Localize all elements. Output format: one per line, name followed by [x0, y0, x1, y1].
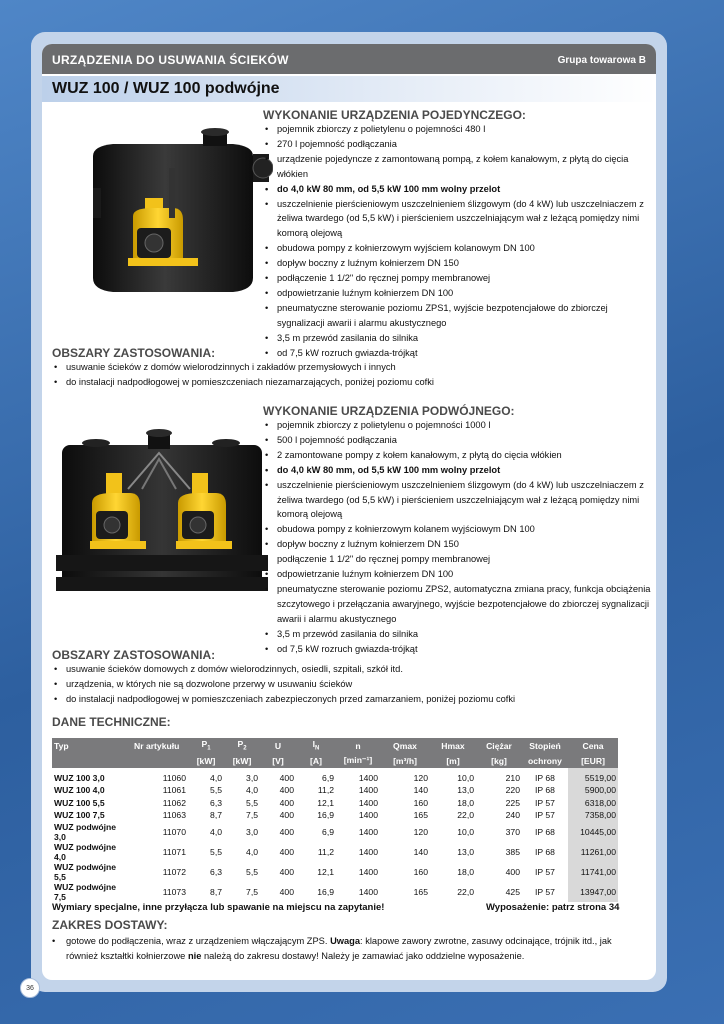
table-cell: IP 57 — [535, 797, 555, 808]
table-row — [52, 842, 618, 862]
catalog-page — [42, 44, 656, 980]
table-cell: IP 57 — [535, 886, 555, 897]
table-cell: 160 — [413, 797, 428, 808]
table-units-row — [52, 753, 618, 768]
table-header-row — [52, 738, 618, 753]
table-cell: 400 — [279, 826, 294, 837]
list-item: • do 4,0 kW 80 mm, od 5,5 kW 100 mm wolny przelot — [263, 182, 653, 197]
delivery-part: należą do zakresu dostawy! Należy je zamawiać jako oddzielne wyposażenie. — [201, 951, 525, 961]
table-cell: 6,3 — [210, 866, 222, 877]
table-cell: 1400 — [358, 797, 378, 808]
table-cell: 400 — [505, 866, 520, 877]
delivery-part: gotowe do podłączenia, wraz z urządzeniem włączającym ZPS. — [66, 936, 331, 946]
delivery-warning: Uwaga — [330, 936, 361, 946]
list-item: • pojemnik zbiorczy z polietylenu o pojemności 480 l — [263, 122, 653, 137]
unit-cell: [m] — [430, 753, 476, 768]
unit-cell: [EUR] — [568, 753, 618, 768]
unit-cell: [m³/h] — [380, 753, 430, 768]
table-cell: 4,0 — [210, 773, 222, 783]
category-header — [42, 44, 656, 74]
table-cell: 400 — [279, 797, 294, 808]
table-row — [52, 822, 618, 842]
single-unit-heading: WYKONANIE URZĄDZENIA POJEDYNCZEGO: — [263, 108, 526, 122]
delivery-heading: ZAKRES DOSTAWY: — [52, 918, 168, 932]
table-cell: 225 — [505, 797, 520, 808]
list-item: • urządzenie pojedyncze z zamontowaną pompą, z kołem kanałowym, z płytą do cięcia włókien — [263, 152, 653, 182]
list-item: • podłączenie 1 1/2" do ręcznej pompy membranowej — [263, 552, 653, 567]
table-cell: 120 — [413, 773, 428, 783]
table-cell: 11261,00 — [568, 842, 618, 862]
single-applications-heading: OBSZARY ZASTOSOWANIA: — [52, 346, 216, 360]
table-cell: 11741,00 — [568, 862, 618, 882]
bullet-icon: • — [52, 936, 56, 946]
col-n: n — [336, 738, 380, 753]
single-unit-specs — [263, 108, 653, 361]
list-item: • 2 zamontowane pompy z kołem kanałowym, z płytą do cięcia włókien — [263, 448, 653, 463]
double-unit-image — [56, 429, 270, 599]
table-cell: 400 — [279, 773, 294, 783]
table-cell: 400 — [279, 866, 294, 877]
table-cell: 12,1 — [317, 797, 334, 808]
table-row — [52, 882, 618, 902]
table-cell: 165 — [413, 810, 428, 821]
table-body — [52, 768, 618, 902]
list-item: • uszczelnienie pierścieniowym uszczelnieniem ślizgowym (do 4 kW) lub uszczelniaczem z żeliwa twardego (od 5,5 kW) i pierścieniem uszczelniającym wał z leżącą pomiędzy nimi komorą olejową — [263, 478, 653, 523]
delivery-part: : klapowe zawory zwrotne, zasuwy odcinające, trójnik itd., jak również kształtki kołnierzowe — [66, 936, 612, 961]
table-cell: 5,5 — [246, 797, 258, 808]
table-cell: 1400 — [358, 846, 378, 857]
list-item: • do instalacji nadpodłogowej w pomieszczeniach zabezpieczonych przed zamarzaniem, poniżej poziomu cofki — [52, 692, 642, 707]
list-item: • 500 l pojemność podłączania — [263, 433, 653, 448]
col-p1: $P_1$ — [188, 738, 224, 753]
single-applications-list — [52, 360, 642, 390]
table-cell: 400 — [279, 846, 294, 857]
table-cell: 370 — [505, 826, 520, 837]
table-cell: 11073 — [162, 886, 186, 897]
accessories-note: Wyposażenie: patrz strona 34 — [486, 902, 620, 913]
table-cell: 1400 — [358, 810, 378, 821]
double-applications — [52, 648, 642, 707]
col-p2: $P_2$ — [224, 738, 260, 753]
table-cell: 140 — [413, 846, 428, 857]
table-cell: 160 — [413, 866, 428, 877]
table-cell: 11070 — [162, 826, 186, 837]
list-item: • pneumatyczne sterowanie poziomu ZPS2, automatyczna zmiana pracy, funkcja obciążenia szczytowego i przełączania awaryjnego, wyjście bezpotencjałowe do zbiorczej sygnalizacji awarii i alarmu akustycznego — [263, 582, 653, 627]
table-cell: IP 68 — [535, 773, 555, 783]
table-cell: IP 57 — [535, 810, 555, 821]
list-item: • dopływ boczny z luźnym kołnierzem DN 150 — [263, 537, 653, 552]
list-item: • 3,5 m przewód zasilania do silnika — [263, 627, 653, 642]
double-unit-specs — [263, 404, 653, 657]
table-cell: 4,0 — [246, 846, 258, 857]
table-cell: 4,0 — [246, 785, 258, 796]
table-cell: 120 — [413, 826, 428, 837]
table-cell: WUZ 100 4,0 — [54, 785, 105, 796]
list-item: • pneumatyczne sterowanie poziomu ZPS1, wyjście bezpotencjałowe do zbiorczej sygnalizacji awarii i alarmu akustycznego — [263, 301, 653, 331]
table-cell: 1400 — [358, 773, 378, 783]
table-cell: 11072 — [162, 866, 186, 877]
table-cell: 22,0 — [457, 886, 474, 897]
table-cell: 16,9 — [317, 886, 334, 897]
unit-cell: [kg] — [476, 753, 522, 768]
table-row — [52, 809, 618, 822]
list-item: • 3,5 m przewód zasilania do silnika — [263, 331, 653, 346]
table-cell: WUZ podwójne 3,0 — [54, 821, 117, 842]
list-item: • dopływ boczny z luźnym kołnierzem DN 150 — [263, 256, 653, 271]
table-cell: 1400 — [358, 866, 378, 877]
table-cell: 4,0 — [210, 826, 222, 837]
table-cell: 140 — [413, 785, 428, 796]
list-item: • urządzenia, w których nie są dozwolone przerwy w usuwaniu ścieków — [52, 677, 642, 692]
list-item: • pojemnik zbiorczy z polietylenu o pojemności 1000 l — [263, 418, 653, 433]
double-unit-heading: WYKONANIE URZĄDZENIA PODWÓJNEGO: — [263, 404, 515, 418]
table-cell: 220 — [505, 785, 520, 796]
list-item: • usuwanie ścieków domowych z domów wielorodzinnych, osiedli, szpitali, szkół itd. — [52, 662, 642, 677]
table-cell: 22,0 — [457, 810, 474, 821]
table-cell: 6,9 — [322, 826, 334, 837]
delivery-text — [52, 934, 642, 964]
table-cell: 240 — [505, 810, 520, 821]
table-cell: IP 68 — [535, 826, 555, 837]
table-cell: 6318,00 — [568, 797, 618, 810]
list-item: • do instalacji nadpodłogowej w pomieszczeniach niezamarzających, poniżej poziomu cofki — [52, 375, 642, 390]
title-bar — [42, 76, 656, 102]
single-applications — [52, 346, 642, 390]
table-row — [52, 784, 618, 797]
special-request-note: Wymiary specjalne, inne przyłącza lub spawanie na miejscu na zapytanie! — [52, 902, 385, 913]
table-cell: 5519,00 — [568, 768, 618, 784]
table-cell: 18,0 — [457, 866, 474, 877]
page-number: 36 — [20, 978, 40, 998]
table-cell: 10,0 — [457, 773, 474, 783]
table-row — [52, 862, 618, 882]
table-cell: 210 — [505, 773, 520, 783]
list-item: • odpowietrzanie luźnym kołnierzem DN 100 — [263, 286, 653, 301]
table-cell: 12,1 — [317, 866, 334, 877]
technical-data-table — [52, 738, 618, 902]
table-cell: IP 68 — [535, 846, 555, 857]
table-cell: 1400 — [358, 886, 378, 897]
table-cell: IP 68 — [535, 785, 555, 796]
table-cell: 3,0 — [246, 773, 258, 783]
table-cell: WUZ 100 7,5 — [54, 810, 105, 821]
table-cell: 425 — [505, 886, 520, 897]
table-cell: 7358,00 — [568, 809, 618, 822]
table-cell: 5,5 — [246, 866, 258, 877]
table-cell: 11,2 — [317, 785, 334, 796]
unit-cell: ochrony — [522, 753, 568, 768]
single-unit-list — [263, 122, 653, 361]
list-item: • od 7,5 kW rozruch gwiazda-trójkąt — [263, 642, 653, 657]
table-cell: WUZ podwójne 5,5 — [54, 861, 117, 882]
list-item: • od 7,5 kW rozruch gwiazda-trójkąt — [263, 346, 653, 361]
delivery-emphasis: nie — [187, 951, 202, 961]
group-label: Grupa towarowa B — [557, 55, 646, 66]
page-title: WUZ 100 / WUZ 100 podwójne — [52, 80, 280, 97]
table-row — [52, 797, 618, 810]
col-u: U — [260, 738, 296, 753]
table-cell: 7,5 — [246, 810, 258, 821]
table-cell: 11062 — [162, 797, 186, 808]
col-in: $I_N$ — [296, 738, 336, 753]
table-cell: 1400 — [358, 785, 378, 796]
table-cell: 6,9 — [322, 773, 334, 783]
list-item: • usuwanie ścieków z domów wielorodzinnych i zakładów przemysłowych i innych — [52, 360, 642, 375]
table-cell: 400 — [279, 886, 294, 897]
double-unit-list — [263, 418, 653, 657]
table-cell: 385 — [505, 846, 520, 857]
table-cell: 13947,00 — [568, 882, 618, 902]
single-unit-image — [83, 128, 273, 298]
table-cell: 3,0 — [246, 826, 258, 837]
table-cell: 11061 — [162, 785, 186, 796]
col-qmax: Qmax — [380, 738, 430, 753]
list-item: • obudowa pompy z kołnierzowym kolanem wyjściowym DN 100 — [263, 522, 653, 537]
list-item: • do 4,0 kW 80 mm, od 5,5 kW 100 mm wolny przelot — [263, 463, 653, 478]
col-protection: Stopień — [522, 738, 568, 753]
col-type: Typ — [52, 738, 132, 753]
table-cell: WUZ podwójne 4,0 — [54, 841, 117, 862]
list-item: • podłączenie 1 1/2" do ręcznej pompy membranowej — [263, 271, 653, 286]
col-article: Nr artykułu — [132, 738, 188, 753]
category-label: URZĄDZENIA DO USUWANIA ŚCIEKÓW — [52, 53, 289, 67]
table-cell: 7,5 — [246, 886, 258, 897]
table-cell: 400 — [279, 810, 294, 821]
table-cell: 11,2 — [317, 846, 334, 857]
table-cell: 8,7 — [210, 810, 222, 821]
table-row — [52, 768, 618, 784]
unit-cell — [52, 753, 132, 768]
table-cell: WUZ podwójne 7,5 — [54, 881, 117, 902]
table-cell: WUZ 100 5,5 — [54, 797, 105, 808]
unit-cell — [132, 753, 188, 768]
table-cell: 11071 — [162, 846, 186, 857]
table-cell: 6,3 — [210, 797, 222, 808]
unit-cell: [min⁻¹] — [336, 753, 380, 768]
table-cell: 16,9 — [317, 810, 334, 821]
table-cell: 10,0 — [457, 826, 474, 837]
table-cell: 5,5 — [210, 846, 222, 857]
table-cell: WUZ 100 3,0 — [54, 773, 105, 783]
col-price: Cena — [568, 738, 618, 753]
table-cell: 165 — [413, 886, 428, 897]
list-item: • uszczelnienie pierścieniowym uszczelnieniem ślizgowym (do 4 kW) lub uszczelniaczem z żeliwa twardego (od 5,5 kW) i pierścieniem uszczelniającym wał z leżącą pomiędzy nimi komorą olejową — [263, 197, 653, 242]
unit-cell: [kW] — [188, 753, 224, 768]
table-cell: 5900,00 — [568, 784, 618, 797]
double-applications-list — [52, 662, 642, 707]
table-cell: IP 57 — [535, 866, 555, 877]
table-cell: 11060 — [162, 773, 186, 783]
table-cell: 18,0 — [457, 797, 474, 808]
table-cell: 400 — [279, 785, 294, 796]
table-cell: 13,0 — [457, 785, 474, 796]
table-cell: 10445,00 — [568, 822, 618, 842]
unit-cell: [kW] — [224, 753, 260, 768]
table-cell: 11063 — [162, 810, 186, 821]
list-item: • 270 l pojemność podłączania — [263, 137, 653, 152]
unit-cell: [A] — [296, 753, 336, 768]
list-item: • obudowa pompy z kołnierzowym wyjściem kolanowym DN 100 — [263, 241, 653, 256]
col-weight: Ciężar — [476, 738, 522, 753]
table-cell: 8,7 — [210, 886, 222, 897]
unit-cell: [V] — [260, 753, 296, 768]
double-applications-heading: OBSZARY ZASTOSOWANIA: — [52, 648, 216, 662]
list-item: • odpowietrzanie luźnym kołnierzem DN 100 — [263, 567, 653, 582]
technical-data-heading: DANE TECHNICZNE: — [52, 715, 171, 729]
col-hmax: Hmax — [430, 738, 476, 753]
table-cell: 1400 — [358, 826, 378, 837]
table-cell: 13,0 — [457, 846, 474, 857]
table-cell: 5,5 — [210, 785, 222, 796]
